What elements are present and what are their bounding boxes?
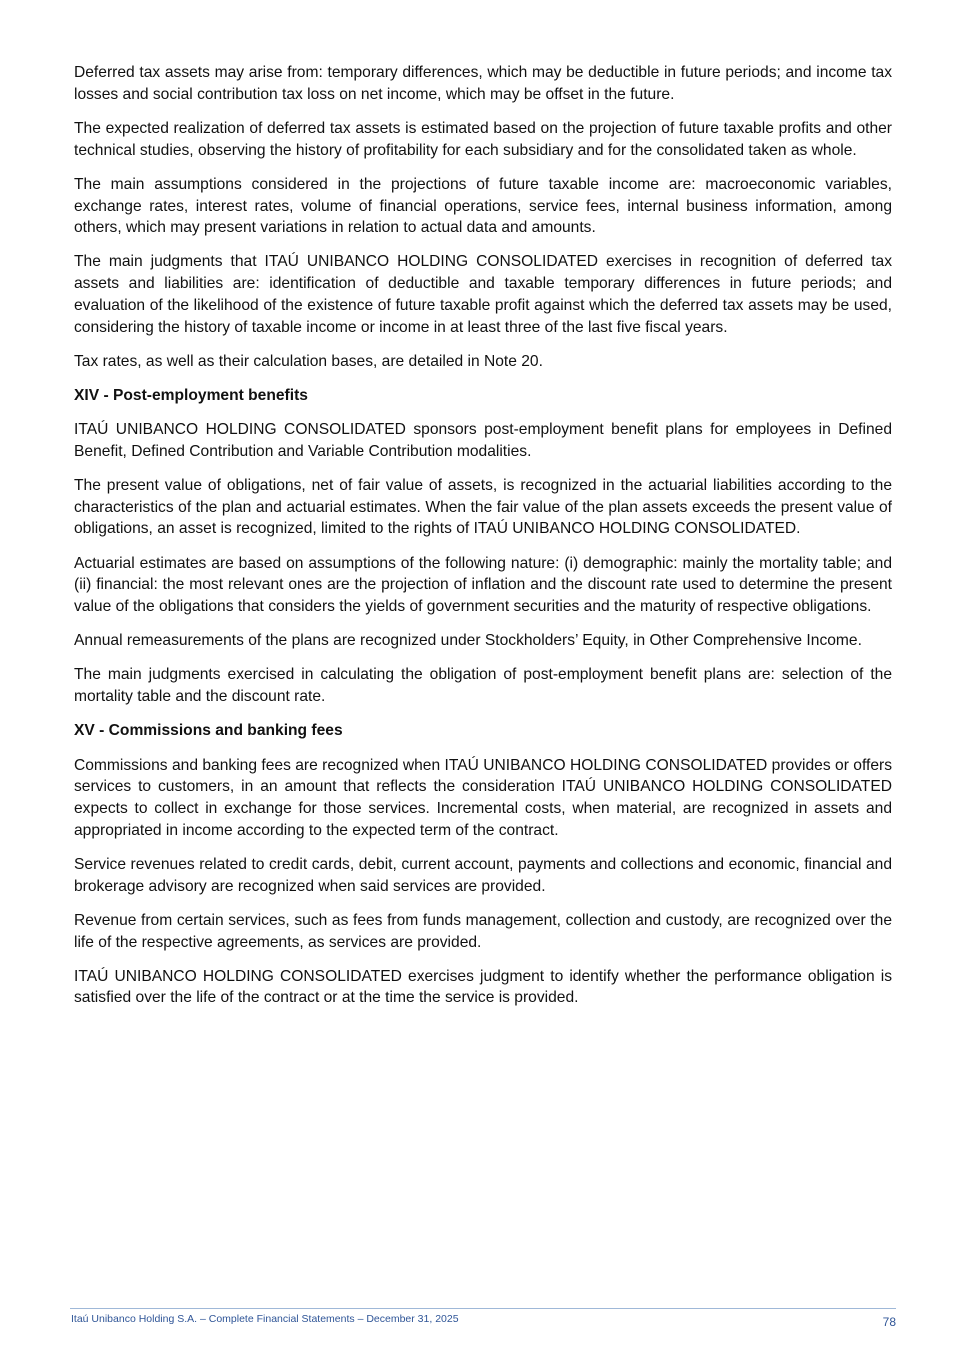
section-heading-commissions: XV - Commissions and banking fees [74,722,343,740]
paragraph-tax-rates: Tax rates, as well as their calculation bases, are detailed in Note 20. [74,352,543,370]
paragraph-performance-obligation: ITAÚ UNIBANCO HOLDING CONSOLIDATED exercises judgment to identify whether the performance obligation is satisfied over the life of the contract or at the time the service is provided. [74,967,892,1007]
paragraph-actuarial-estimates: Actuarial estimates are based on assumptions of the following nature: (i) demographic: mainly the mortality table; and (ii) financial: the most relevant ones are the projection of inflation and the discount rate used to determine the present value of the obligations that considers the yields of government securities and the maturity of respective obligations. [74,554,892,616]
paragraph-deferred-tax-realization: The expected realization of deferred tax assets is estimated based on the projection of future taxable profits and other technical studies, observing the history of profitability for each subsidiary and for the consolidated taken as whole. [74,119,892,159]
paragraph-revenue-over-time: Revenue from certain services, such as fees from funds management, collection and custody, are recognized over the life of the respective agreements, as services are provided. [74,911,892,951]
footer-title: Itaú Unibanco Holding S.A. – Complete Financial Statements – December 31, 2025 [71,1313,459,1325]
paragraph-service-revenues: Service revenues related to credit cards, debit, current account, payments and collections and economic, financial and brokerage advisory are recognized when said services are provided. [74,855,892,895]
paragraph-main-judgments-tax: The main judgments that ITAÚ UNIBANCO HOLDING CONSOLIDATED exercises in recognition of deferred tax assets and liabilities are: identification of deductible and taxable temporary differences in future periods; and evaluation of the likelihood of the existence of future taxable profit against which the deferred tax assets may be used, considering the history of taxable income or income in at least three of the last five fiscal years. [74,253,892,336]
document-body [74,62,892,1022]
paragraph-commissions-recognition: Commissions and banking fees are recognized when ITAÚ UNIBANCO HOLDING CONSOLIDATED provides or offers services to customers, in an amount that reflects the consideration ITAÚ UNIBANCO HOLDING CONSOLIDATED expects to collect in exchange for those services. Incremental costs, when material, are recognized in assets and appropriated in income according to the expected term of the contract. [74,756,892,839]
paragraph-annual-remeasurements: Annual remeasurements of the plans are recognized under Stockholders’ Equity, in Other Comprehensive Income. [74,632,862,650]
paragraph-present-value-obligations: The present value of obligations, net of fair value of assets, is recognized in the actuarial liabilities according to the characteristics of the plan and actuarial estimates. When the fair value of the plan assets exceeds the present value of obligations, an asset is recognized, limited to the rights of ITAÚ UNIBANCO HOLDING CONSOLIDATED. [74,477,892,538]
paragraph-benefit-plans: ITAÚ UNIBANCO HOLDING CONSOLIDATED sponsors post-employment benefit plans for employees in Defined Benefit, Defined Contribution and Variable Contribution modalities. [74,421,892,460]
page-footer [70,1308,896,1329]
paragraph-deferred-tax-origin: Deferred tax assets may arise from: temporary differences, which may be deductible in future periods; and income tax losses and social contribution tax loss on net income, which may be offset in the future. [74,64,892,103]
section-heading-post-employment: XIV - Post-employment benefits [74,386,308,404]
paragraph-main-assumptions: The main assumptions considered in the projections of future taxable income are: macroeconomic variables, exchange rates, interest rates, volume of financial operations, service fees, internal business information, among others, which may present variations in relation to actual data and amounts. [74,175,892,237]
paragraph-judgments-post-employment: The main judgments exercised in calculating the obligation of post-employment benefit plans are: selection of the mortality table and the discount rate. [74,666,892,706]
page-number: 78 [882,1315,896,1329]
